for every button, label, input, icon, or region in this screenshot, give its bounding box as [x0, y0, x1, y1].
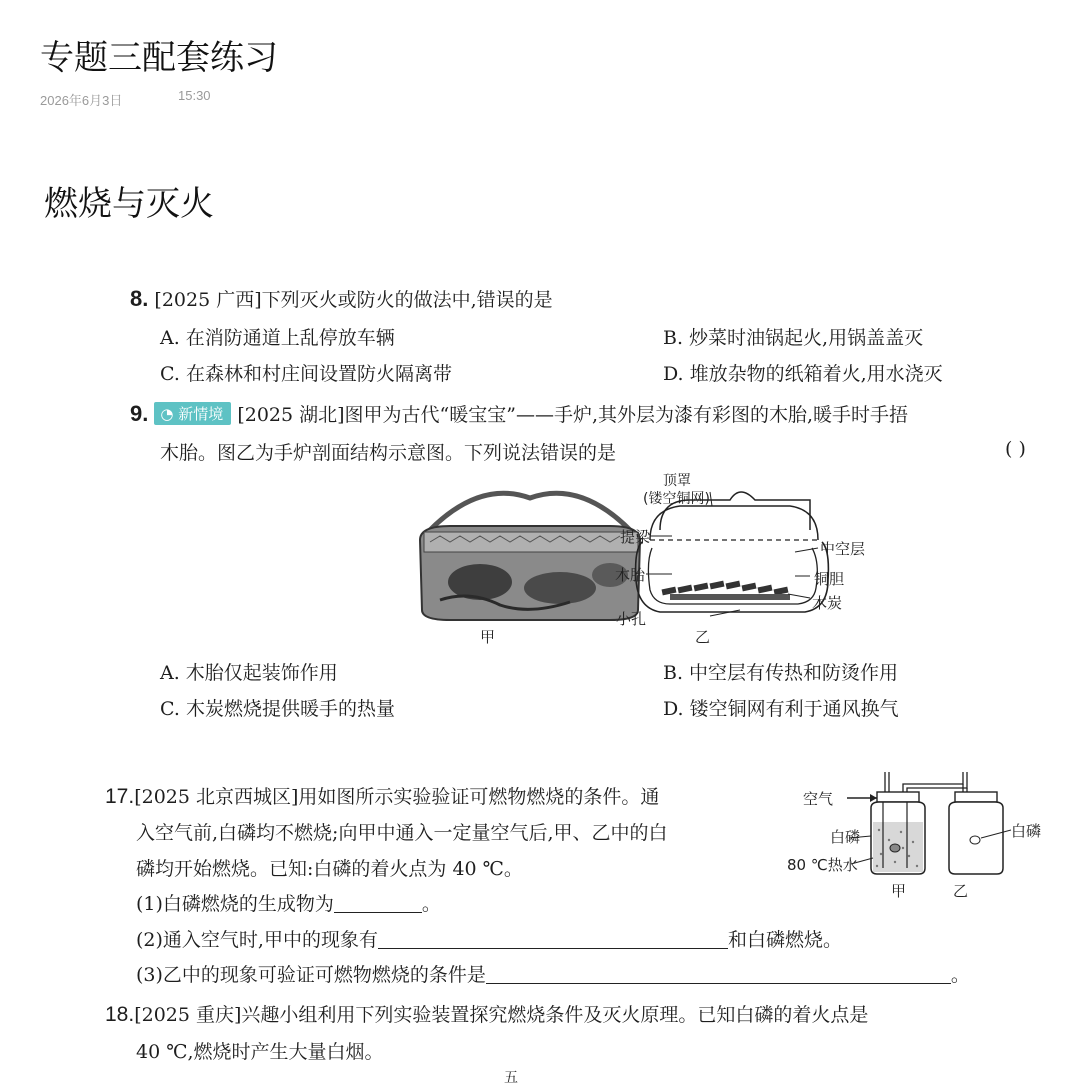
question-number: 17. [105, 785, 135, 808]
option-a: A. 在消防通道上乱停放车辆 [160, 327, 395, 349]
hand-warmer-figure [410, 470, 870, 650]
subquestion-2: (2)通入空气时,甲中的现象有 和白磷燃烧。 [136, 929, 842, 951]
hollow-layer-label: 中空层 [820, 540, 866, 558]
handle-label: 提梁 [620, 528, 651, 546]
white-phosphorus-right-label: 白磷 [1011, 822, 1042, 840]
question-stem: [2025 广西]下列灭火或防火的做法中,错误的是 [154, 289, 553, 311]
question-stem-line1: [2025 湖北]图甲为古代“暖宝宝”——手炉,其外层为漆有彩图的木胎,暖手时手捂 [237, 404, 909, 426]
air-label: 空气 [803, 790, 834, 808]
option-c: C. 木炭燃烧提供暖手的热量 [160, 698, 395, 720]
answer-paren: ( ) [1005, 438, 1026, 460]
hot-water-label: 80 ℃热水 [787, 856, 858, 874]
option-d: D. 镂空铜网有利于通风换气 [663, 698, 899, 720]
question-number: 8. [130, 286, 149, 311]
answer-blank[interactable] [378, 930, 728, 949]
question-8 [130, 285, 553, 312]
wood-body-label: 木胎 [615, 566, 646, 584]
option-a: A. 木胎仅起装饰作用 [160, 662, 338, 684]
question-17-line3: 磷均开始燃烧。已知:白磷的着火点为 40 ℃。 [136, 858, 523, 880]
question-stem: [2025 北京西城区]用如图所示实验验证可燃物燃烧的条件。通 [134, 786, 660, 808]
note-date: 2026年6月3日 [40, 93, 123, 108]
small-hole-label: 小孔 [616, 610, 647, 628]
option-d: D. 堆放杂物的纸箱着火,用水浇灭 [663, 363, 943, 385]
question-18-line1 [105, 1000, 868, 1027]
hand-warmer-section [636, 492, 829, 616]
figure-label-yi: 乙 [695, 628, 711, 646]
worksheet-scan [100, 270, 1060, 1086]
question-stem-line2: 木胎。图乙为手炉剖面结构示意图。下列说法错误的是 [160, 442, 617, 464]
answer-blank[interactable] [334, 894, 422, 913]
note-time: 15:30 [178, 88, 211, 103]
charcoal-label: 木炭 [812, 594, 843, 612]
question-17-line2: 入空气前,白磷均不燃烧;向甲中通入一定量空气后,甲、乙中的白 [136, 822, 668, 844]
question-number: 9. [130, 401, 149, 426]
note-title: 专题三配套练习 [40, 38, 278, 78]
figure-label-jia: 甲 [480, 628, 496, 646]
phosphorus-apparatus-figure [785, 770, 1042, 910]
question-stem: [2025 重庆]兴趣小组利用下列实验装置探究燃烧条件及灭火原理。已知白磷的着火点是 [134, 1004, 869, 1026]
section-title: 燃烧与灭火 [44, 184, 214, 224]
page-mark: 五 [504, 1070, 518, 1086]
subquestion-3: (3)乙中的现象可验证可燃物燃烧的条件是 。 [136, 964, 970, 986]
option-b: B. 中空层有传热和防烫作用 [663, 662, 899, 684]
question-9 [130, 400, 908, 427]
question-number: 18. [105, 1003, 135, 1026]
hand-warmer-photo [420, 493, 640, 620]
new-context-badge: ◔ 新情境 [154, 402, 231, 425]
white-phosphorus-left-label: 白磷 [830, 828, 861, 846]
top-cover-label: 顶罩 [663, 473, 691, 489]
label-jia: 甲 [891, 882, 907, 900]
subquestion-1: (1)白磷燃烧的生成物为 。 [136, 893, 441, 915]
question-17-line1 [105, 782, 659, 809]
top-cover-sub-label: (镂空铜网) [643, 491, 710, 507]
copper-liner-label: 铜胆 [814, 570, 845, 588]
question-18-line2: 40 ℃,燃烧时产生大量白烟。 [136, 1041, 384, 1063]
answer-blank[interactable] [486, 965, 951, 984]
label-yi: 乙 [953, 882, 969, 900]
option-c: C. 在森林和村庄间设置防火隔离带 [160, 363, 452, 385]
option-b: B. 炒菜时油锅起火,用锅盖盖灭 [663, 327, 924, 349]
